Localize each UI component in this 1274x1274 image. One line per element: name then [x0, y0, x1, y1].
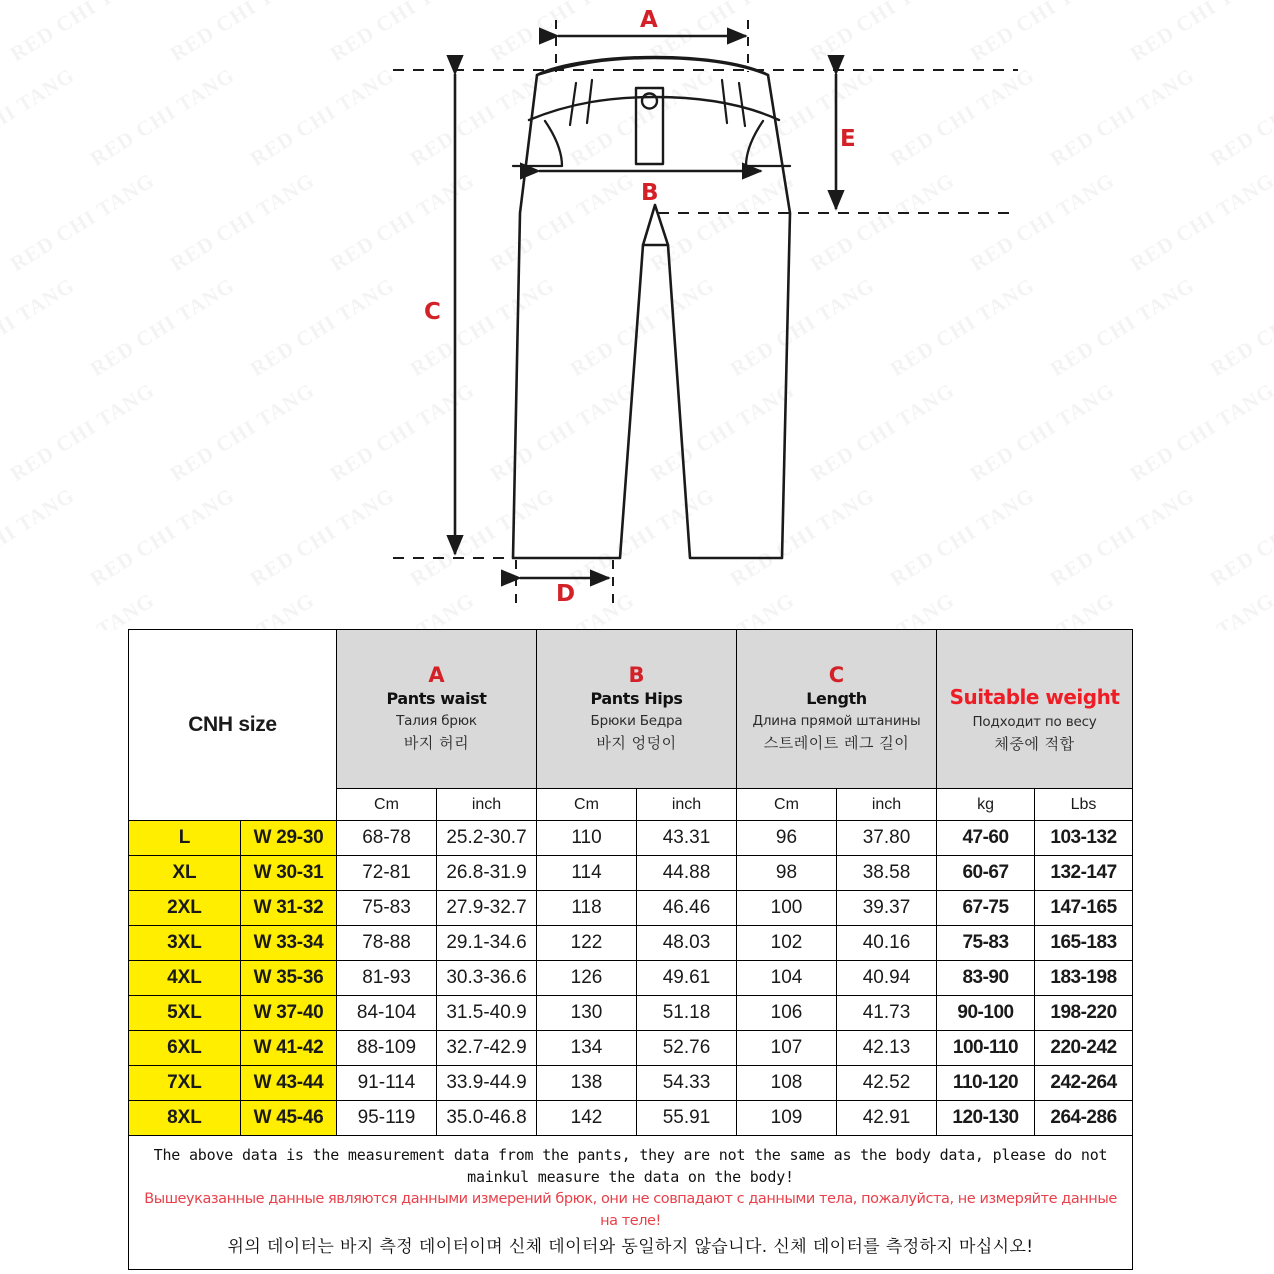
- cell-hips_in: 44.88: [637, 856, 737, 891]
- cell-waist_in: 31.5-40.9: [437, 996, 537, 1031]
- cell-lbs: 132-147: [1035, 856, 1133, 891]
- header-ko-weight: 체중에 적합: [994, 735, 1075, 754]
- unit-c-cm: Cm: [737, 789, 837, 821]
- cell-hips_in: 51.18: [637, 996, 737, 1031]
- cell-kg: 67-75: [937, 891, 1035, 926]
- cell-waist_in: 32.7-42.9: [437, 1031, 537, 1066]
- cell-kg: 90-100: [937, 996, 1035, 1031]
- cell-waist_cm: 72-81: [337, 856, 437, 891]
- cell-len_in: 40.16: [837, 926, 937, 961]
- cell-waist_in: 25.2-30.7: [437, 821, 537, 856]
- header-ko-b: 바지 엉덩이: [596, 734, 677, 753]
- cell-waist_cm: 91-114: [337, 1066, 437, 1101]
- table-row: [129, 996, 1133, 1031]
- header-ru-b: Брюки Бедра: [590, 713, 683, 730]
- cell-w: W 30-31: [241, 856, 337, 891]
- cell-hips_cm: 114: [537, 856, 637, 891]
- cell-waist_cm: 95-119: [337, 1101, 437, 1136]
- cell-len_in: 37.80: [837, 821, 937, 856]
- cell-hips_cm: 110: [537, 821, 637, 856]
- cell-size: XL: [129, 856, 241, 891]
- cell-lbs: 242-264: [1035, 1066, 1133, 1101]
- unit-b-inch: inch: [637, 789, 737, 821]
- cell-hips_cm: 142: [537, 1101, 637, 1136]
- cell-len_in: 42.91: [837, 1101, 937, 1136]
- cell-waist_in: 29.1-34.6: [437, 926, 537, 961]
- cell-waist_cm: 75-83: [337, 891, 437, 926]
- cell-waist_in: 33.9-44.9: [437, 1066, 537, 1101]
- cell-w: W 41-42: [241, 1031, 337, 1066]
- cell-waist_in: 26.8-31.9: [437, 856, 537, 891]
- cell-waist_cm: 84-104: [337, 996, 437, 1031]
- cell-lbs: 165-183: [1035, 926, 1133, 961]
- unit-weight-kg: kg: [937, 789, 1035, 821]
- note-russian: Вышеуказанные данные являются данными измерений брюк, они не совпадают с данными тела, пожалуйста, не измеряйте данные на теле!: [144, 1191, 1117, 1229]
- cell-waist_in: 30.3-36.6: [437, 961, 537, 996]
- cell-lbs: 183-198: [1035, 961, 1133, 996]
- cell-w: W 35-36: [241, 961, 337, 996]
- button-icon: [642, 94, 657, 109]
- dim-label-c: C: [424, 299, 441, 325]
- table-row: [129, 1101, 1133, 1136]
- header-col-b: [537, 630, 737, 789]
- header-letter-c: C: [828, 663, 845, 688]
- cell-lbs: 264-286: [1035, 1101, 1133, 1136]
- header-col-weight: [937, 630, 1133, 789]
- pocket-left: [513, 121, 562, 166]
- unit-a-cm: Cm: [337, 789, 437, 821]
- cell-hips_cm: 138: [537, 1066, 637, 1101]
- header-en-weight: Suitable weight: [949, 685, 1120, 710]
- cell-lbs: 103-132: [1035, 821, 1133, 856]
- header-cnh-size: CNH size: [129, 630, 337, 821]
- cell-kg: 100-110: [937, 1031, 1035, 1066]
- cell-hips_in: 46.46: [637, 891, 737, 926]
- cell-len_in: 42.52: [837, 1066, 937, 1101]
- table-group-header-row: [129, 630, 1133, 789]
- cell-hips_in: 55.91: [637, 1101, 737, 1136]
- header-en-b: Pants Hips: [590, 689, 683, 709]
- dim-label-d: D: [556, 581, 576, 607]
- cell-len_in: 42.13: [837, 1031, 937, 1066]
- cell-len_cm: 106: [737, 996, 837, 1031]
- cell-len_cm: 108: [737, 1066, 837, 1101]
- cell-len_cm: 98: [737, 856, 837, 891]
- pants-measurement-diagram: [0, 0, 1274, 630]
- cell-hips_in: 43.31: [637, 821, 737, 856]
- unit-c-inch: inch: [837, 789, 937, 821]
- measurement-note: [129, 1136, 1133, 1270]
- cell-lbs: 198-220: [1035, 996, 1133, 1031]
- dim-label-b: B: [641, 180, 659, 206]
- cell-size: 8XL: [129, 1101, 241, 1136]
- table-row: [129, 1066, 1133, 1101]
- cell-w: W 31-32: [241, 891, 337, 926]
- cell-size: 7XL: [129, 1066, 241, 1101]
- cell-kg: 110-120: [937, 1066, 1035, 1101]
- header-ru-a: Талия брюк: [396, 713, 477, 730]
- cell-waist_cm: 68-78: [337, 821, 437, 856]
- cell-kg: 120-130: [937, 1101, 1035, 1136]
- cell-hips_in: 52.76: [637, 1031, 737, 1066]
- cell-size: 2XL: [129, 891, 241, 926]
- cell-size: 3XL: [129, 926, 241, 961]
- cell-hips_in: 48.03: [637, 926, 737, 961]
- header-ko-a: 바지 허리: [403, 734, 470, 753]
- cell-size: 5XL: [129, 996, 241, 1031]
- cell-w: W 29-30: [241, 821, 337, 856]
- cell-len_cm: 102: [737, 926, 837, 961]
- header-en-c: Length: [806, 689, 867, 709]
- unit-b-cm: Cm: [537, 789, 637, 821]
- cell-waist_in: 35.0-46.8: [437, 1101, 537, 1136]
- cell-kg: 47-60: [937, 821, 1035, 856]
- cell-hips_cm: 130: [537, 996, 637, 1031]
- cell-w: W 37-40: [241, 996, 337, 1031]
- belt-loop-left-a: [570, 83, 576, 125]
- cell-w: W 45-46: [241, 1101, 337, 1136]
- belt-loop-right-b: [739, 83, 745, 126]
- cell-hips_in: 54.33: [637, 1066, 737, 1101]
- cell-w: W 33-34: [241, 926, 337, 961]
- table-row: [129, 926, 1133, 961]
- header-letter-a: A: [428, 663, 445, 688]
- cell-len_cm: 107: [737, 1031, 837, 1066]
- note-korean: 위의 데이터는 바지 측정 데이터이며 신체 데이터와 동일하지 않습니다. 신체 데이터를 측정하지 마십시오!: [227, 1237, 1034, 1258]
- cell-hips_cm: 118: [537, 891, 637, 926]
- table-row: [129, 1031, 1133, 1066]
- unit-weight-lbs: Lbs: [1035, 789, 1133, 821]
- header-ru-c: Длина прямой штанины: [752, 713, 921, 730]
- note-english: The above data is the measurement data from the pants, they are not the same as the body data, please do not mainkul measure the data on the body!: [153, 1146, 1108, 1187]
- cell-len_cm: 104: [737, 961, 837, 996]
- table-row: [129, 856, 1133, 891]
- cell-len_in: 38.58: [837, 856, 937, 891]
- cell-len_cm: 96: [737, 821, 837, 856]
- cell-waist_cm: 81-93: [337, 961, 437, 996]
- pants-outline: [513, 57, 790, 558]
- cell-waist_in: 27.9-32.7: [437, 891, 537, 926]
- cell-w: W 43-44: [241, 1066, 337, 1101]
- cell-kg: 75-83: [937, 926, 1035, 961]
- cell-kg: 60-67: [937, 856, 1035, 891]
- cell-len_in: 39.37: [837, 891, 937, 926]
- cell-waist_cm: 88-109: [337, 1031, 437, 1066]
- cell-hips_cm: 126: [537, 961, 637, 996]
- cell-lbs: 220-242: [1035, 1031, 1133, 1066]
- table-note-row: [129, 1136, 1133, 1270]
- cell-len_in: 41.73: [837, 996, 937, 1031]
- fly-placket: [636, 88, 663, 164]
- waistband-top: [537, 58, 768, 75]
- cell-kg: 83-90: [937, 961, 1035, 996]
- dim-label-e: E: [840, 126, 856, 152]
- table-row: [129, 891, 1133, 926]
- header-col-a: [337, 630, 537, 789]
- header-letter-b: B: [628, 663, 645, 688]
- cell-len_in: 40.94: [837, 961, 937, 996]
- header-ko-c: 스트레이트 레그 길이: [763, 734, 910, 753]
- header-ru-weight: Подходит по весу: [972, 714, 1097, 731]
- cell-size: L: [129, 821, 241, 856]
- crotch-notch: [643, 205, 668, 245]
- cell-len_cm: 109: [737, 1101, 837, 1136]
- table-row: [129, 821, 1133, 856]
- size-table-container: [128, 629, 1132, 1270]
- cell-waist_cm: 78-88: [337, 926, 437, 961]
- cell-len_cm: 100: [737, 891, 837, 926]
- size-table: [128, 629, 1133, 1270]
- dim-label-a: A: [640, 7, 658, 33]
- table-row: [129, 961, 1133, 996]
- unit-a-inch: inch: [437, 789, 537, 821]
- cell-hips_cm: 122: [537, 926, 637, 961]
- header-col-c: [737, 630, 937, 789]
- cell-hips_cm: 134: [537, 1031, 637, 1066]
- header-en-a: Pants waist: [386, 689, 487, 709]
- cell-hips_in: 49.61: [637, 961, 737, 996]
- pocket-right: [746, 121, 790, 166]
- cell-size: 6XL: [129, 1031, 241, 1066]
- cell-size: 4XL: [129, 961, 241, 996]
- cell-lbs: 147-165: [1035, 891, 1133, 926]
